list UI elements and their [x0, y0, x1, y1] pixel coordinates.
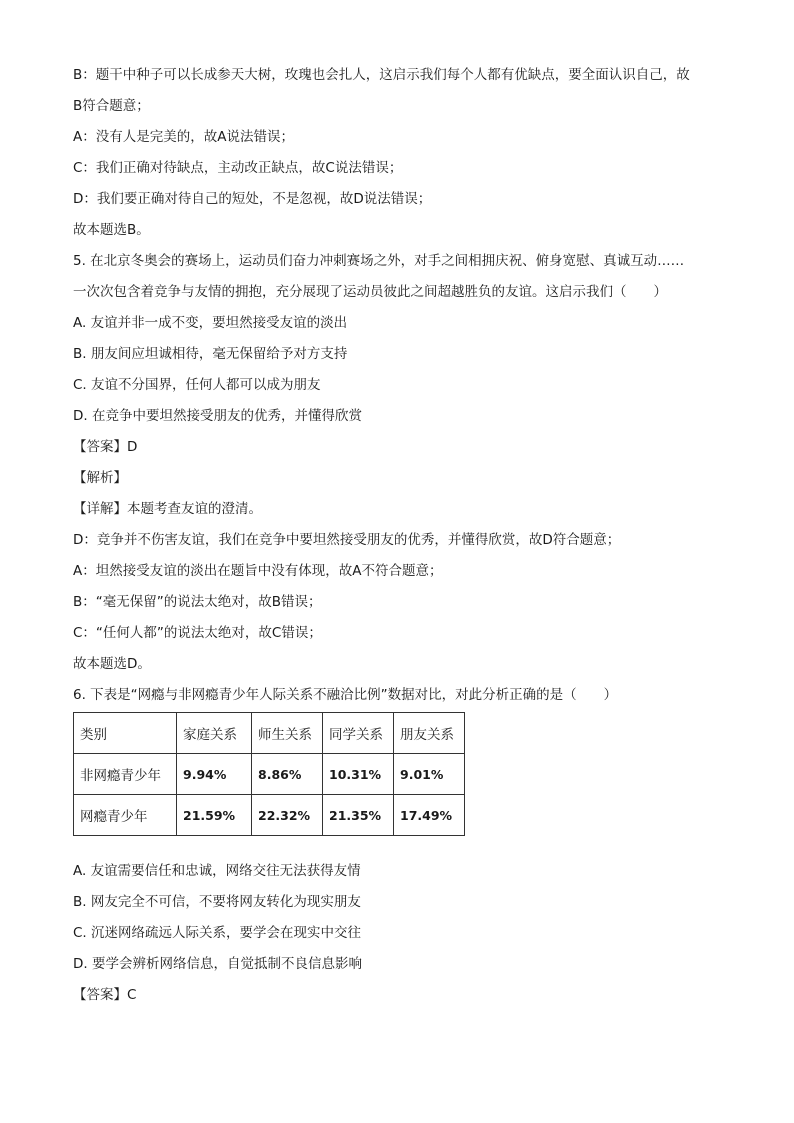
table-cell: 非网瘾青少年 [74, 754, 177, 795]
option-c: C. 沉迷网络疏远人际关系，要学会在现实中交往 [73, 925, 362, 941]
question-5 [73, 246, 723, 680]
table-header-cell: 同学关系 [323, 713, 394, 754]
analysis-tag: 【解析】 [73, 470, 127, 486]
question-stem: 5. 在北京冬奥会的赛场上，运动员们奋力冲刺赛场之外，对手之间相拥庆祝、俯身宽慰、真诚互动…… [73, 253, 685, 269]
explanation-line: D：竞争并不伤害友谊，我们在竞争中要坦然接受朋友的优秀，并懂得欣赏，故D符合题意； [73, 532, 621, 548]
explanation-line: A：没有人是完美的，故A说法错误； [73, 129, 294, 145]
answer-line [73, 432, 723, 463]
explanation-line: A：坦然接受友谊的淡出在题旨中没有体现，故A不符合题意； [73, 563, 443, 579]
question-stem: 6. 下表是“网瘾与非网瘾青少年人际关系不融洽比例”数据对比，对此分析正确的是（ ） [73, 687, 618, 703]
option-a: A. 友谊并非一成不变，要坦然接受友谊的淡出 [73, 315, 348, 331]
explanation-line: C：“任何人都”的说法太绝对，故C错误； [73, 625, 322, 641]
answer-value: C [127, 987, 137, 1003]
explanation-line: D：我们要正确对待自己的短处，不是忽视，故D说法错误； [73, 191, 432, 207]
explanation-line: B符合题意； [73, 98, 150, 114]
table-cell: 8.86% [252, 754, 323, 795]
data-table [73, 712, 465, 836]
conclusion-line: 故本题选D。 [73, 656, 151, 672]
detail-line [73, 494, 723, 525]
question-stem: 一次次包含着竞争与友情的拥抱，充分展现了运动员彼此之间超越胜负的友谊。这启示我们（ ） [73, 284, 667, 300]
table-row [74, 795, 465, 836]
option-d: D. 要学会辨析网络信息，自觉抵制不良信息影响 [73, 956, 362, 972]
question-6 [73, 680, 723, 1011]
table-cell: 9.01% [394, 754, 465, 795]
document-page [73, 60, 723, 1011]
answer-tag: 【答案】 [73, 439, 127, 455]
table-cell: 22.32% [252, 795, 323, 836]
table-cell: 21.35% [323, 795, 394, 836]
answer-tag: 【答案】 [73, 987, 127, 1003]
detail-tag: 【详解】 [73, 501, 127, 517]
option-d: D. 在竞争中要坦然接受朋友的优秀，并懂得欣赏 [73, 408, 362, 424]
table-cell: 网瘾青少年 [74, 795, 177, 836]
table-row [74, 754, 465, 795]
table-header-cell: 朋友关系 [394, 713, 465, 754]
answer-line [73, 980, 723, 1011]
table-cell: 9.94% [177, 754, 252, 795]
explanation-line: C：我们正确对待缺点，主动改正缺点，故C说法错误； [73, 160, 403, 176]
table-header-cell: 师生关系 [252, 713, 323, 754]
table-cell: 17.49% [394, 795, 465, 836]
detail-text: 本题考查友谊的澄清。 [127, 501, 262, 517]
table-cell: 10.31% [323, 754, 394, 795]
table-cell: 21.59% [177, 795, 252, 836]
table-header-cell: 家庭关系 [177, 713, 252, 754]
option-c: C. 友谊不分国界，任何人都可以成为朋友 [73, 377, 321, 393]
explanation-line: B：“毫无保留”的说法太绝对，故B错误； [73, 594, 322, 610]
answer-value: D [127, 439, 138, 455]
conclusion-line: 故本题选B。 [73, 222, 150, 238]
option-b: B. 朋友间应坦诚相待，毫无保留给予对方支持 [73, 346, 348, 362]
option-a: A. 友谊需要信任和忠诚，网络交往无法获得友情 [73, 863, 361, 879]
explanation-line: B：题干中种子可以长成参天大树，玫瑰也会扎人，这启示我们每个人都有优缺点，要全面认识自己，故 [73, 67, 690, 83]
option-b: B. 网友完全不可信，不要将网友转化为现实朋友 [73, 894, 361, 910]
table-header-cell: 类别 [74, 713, 177, 754]
table-header-row [74, 713, 465, 754]
